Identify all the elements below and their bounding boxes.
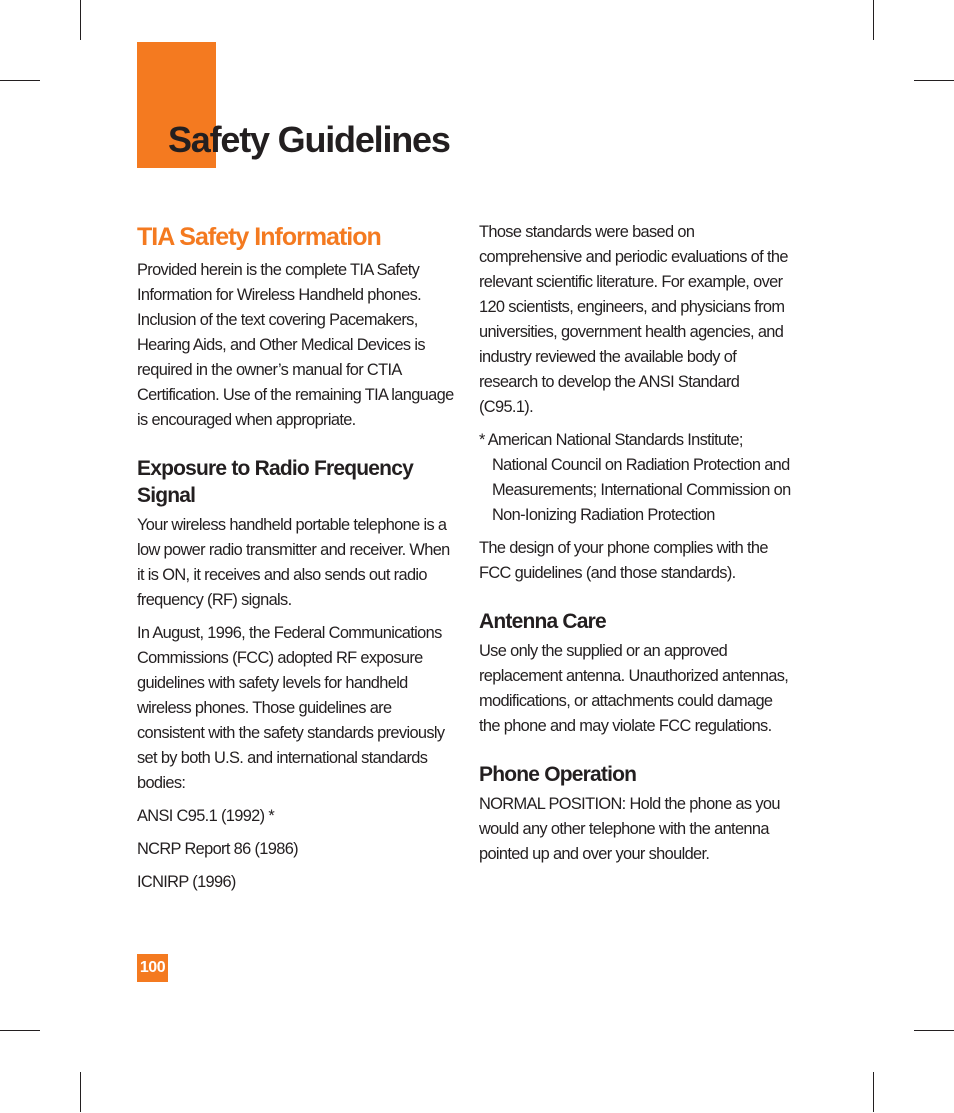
exposure-paragraph-1: Your wireless handheld portable telephone is a low power radio transmitter and receiver. When it is ON, it receives and also sends out radio frequency (RF) signals. <box>137 516 450 609</box>
page-number-badge: 100 <box>137 954 168 982</box>
standard-item: ICNIRP (1996) <box>137 873 236 891</box>
crop-mark-top-right-horizontal <box>914 80 954 81</box>
crop-mark-bottom-right-vertical <box>873 1072 874 1112</box>
crop-mark-top-right-vertical <box>873 0 874 40</box>
phone-operation-paragraph: NORMAL POSITION: Hold the phone as you would any other telephone with the antenna pointed up and over your shoulder. <box>479 795 780 863</box>
tia-intro-paragraph: Provided herein is the complete TIA Safety Information for Wireless Handheld phones. Inclusion of the text covering Pacemakers, Hearing Aids, and Other Medical Devices is required in the owner’s manual for CTIA Certification. Use of the remaining TIA language is encouraged when appropriate. <box>137 261 454 429</box>
crop-mark-top-left-horizontal <box>0 80 40 81</box>
standard-item: NCRP Report 86 (1986) <box>137 840 298 858</box>
right-column <box>479 220 797 875</box>
antenna-care-heading: Antenna Care <box>479 610 606 633</box>
crop-mark-top-left-vertical <box>80 0 81 40</box>
exposure-paragraph-2: In August, 1996, the Federal Communications Commissions (FCC) adopted RF exposure guidelines with safety levels for handheld wireless phones. Those guidelines are consistent with the safety standards previously set by both U.S. and international standards bodies: <box>137 624 445 792</box>
page-title: Safety Guidelines <box>168 119 450 160</box>
standard-item: ANSI C95.1 (1992) * <box>137 807 275 825</box>
crop-mark-bottom-right-horizontal <box>914 1030 954 1031</box>
antenna-care-paragraph: Use only the supplied or an approved replacement antenna. Unauthorized antennas, modifications, or attachments could damage the phone and may violate FCC regulations. <box>479 642 789 735</box>
ansi-footnote: * American National Standards Institute; National Council on Radiation Protection and Measurements; International Commission on Non-Ionizing Radiation Protection <box>479 431 791 524</box>
section-title-tia: TIA Safety Information <box>137 223 381 251</box>
compliance-paragraph: The design of your phone complies with the FCC guidelines (and those standards). <box>479 539 768 582</box>
crop-mark-bottom-left-vertical <box>80 1072 81 1112</box>
exposure-heading: Exposure to Radio Frequency Signal <box>137 457 413 507</box>
crop-mark-bottom-left-horizontal <box>0 1030 40 1031</box>
standards-basis-paragraph: Those standards were based on comprehensive and periodic evaluations of the relevant scientific literature. For example, over 120 scientists, engineers, and physicians from universities, government health agencies, and industry reviewed the available body of research to develop the ANSI Standard (C95.1). <box>479 223 788 416</box>
phone-operation-heading: Phone Operation <box>479 763 637 786</box>
left-column <box>137 220 455 903</box>
